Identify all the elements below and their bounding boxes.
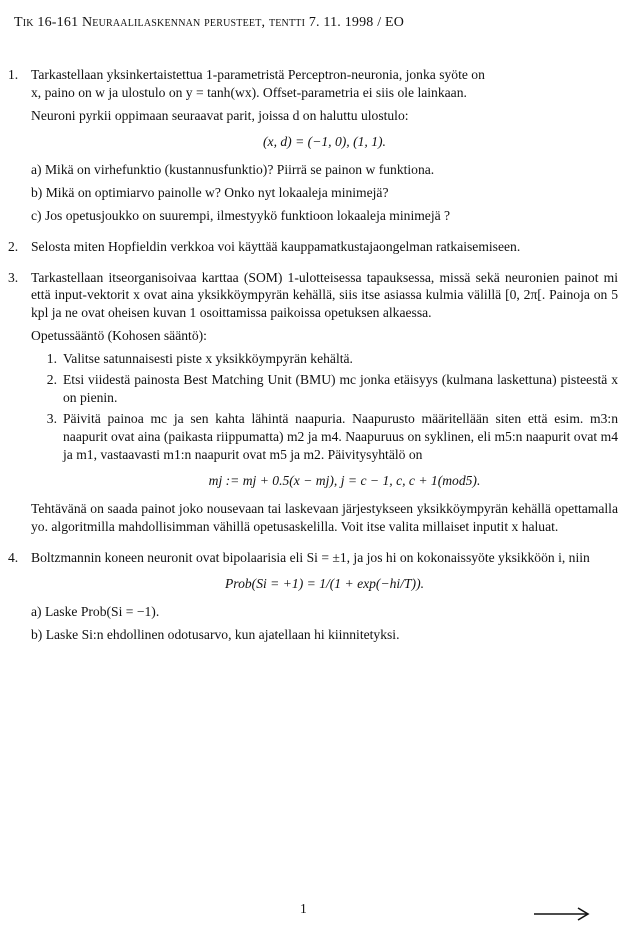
question-number: 4. <box>8 549 19 565</box>
page-number: 1 <box>300 901 307 916</box>
course-name: Neuraalilaskennan perusteet <box>81 15 262 30</box>
question-3-intro: Tarkastellaan itseorganisoivaa karttaa (SOM) 1-ulotteisessa tapauksessa, missä sekä neuronien painot mi että input-vektorit x ovat aina yksikköympyrän kehällä, siis itse asiassa kulmia välillä [0, 2π[. Painoja on 5 kpl ja ne ovat oheisen kuvan 1 osoittamissa paikoissa opetuksen alkaessa. <box>31 269 618 321</box>
question-2 <box>8 238 618 261</box>
list-item: 3. Päivitä painoa mc ja sen kahta lähintä naapuria. Naapurusto määritellään siten että esim. m3:n naapurit ovat aina (paikasta riippumatta) m2 ja m4. Naapuruus on syklinen, eli m5:n naapurit ovat m4 ja m1, vastaavasti m1:n naapurit ovat m5 ja m2. Päivitysyhtälö on <box>46 411 618 462</box>
question-4a: a) Laske Prob(Si = −1). <box>31 603 160 619</box>
question-number: 1. <box>8 67 19 82</box>
question-1b: b) Mikä on optimiarvo painolle w? Onko nyt lokaaleja minimejä? <box>31 184 389 200</box>
question-4-intro: Boltzmannin koneen neuronit ovat bipolaarisia eli Si = ±1, ja jos hi on kokonaissyöte yksikköön i, niin <box>31 549 590 565</box>
question-1a: a) Mikä on virhefunktio (kustannusfunktio)? Piirrä se painon w funktiona. <box>31 161 435 177</box>
question-4 <box>8 549 618 649</box>
question-3 <box>8 269 618 541</box>
exam-questions <box>8 66 618 656</box>
question-2-text: Selosta miten Hopfieldin verkkoa voi käyttää kauppamatkustajaongelman ratkaisemiseen. <box>31 238 521 254</box>
boltzmann-equation: Prob(Si = +1) = 1/(1 + exp(−hi/T)). <box>224 575 424 591</box>
exam-label: tentti <box>268 15 306 30</box>
question-1-intro-line1: Tarkastellaan yksinkertaistettua 1-parametristä Perceptron-neuronia, jonka syöte on <box>31 67 485 82</box>
question-number: 3. <box>8 269 19 285</box>
question-1-intro-line3: Neuroni pyrkii oppimaan seuraavat parit, joissa d on haluttu ulostulo: <box>31 107 409 123</box>
list-item: 1. Valitse satunnaisesti piste x yksikköympyrän kehältä. <box>46 351 353 367</box>
exam-date: 7. 11. 1998 / EO <box>308 15 405 30</box>
question-1 <box>8 66 618 230</box>
question-1-intro-line2: x, paino on w ja ulostulo on y = tanh(wx). Offset-parametria ei siis ole lainkaan. <box>31 84 467 100</box>
update-equation: mj := mj + 0.5(x − mj), j = c − 1, c, c + 1(mod5). <box>208 472 481 488</box>
question-4b: b) Laske Si:n ehdollinen odotusarvo, kun ajatellaan hi kiinnitetyksi. <box>31 626 400 642</box>
question-1-equation: (x, d) = (−1, 0), (1, 1). <box>263 133 386 149</box>
question-3-task: Tehtävänä on saada painot joko nousevaan tai laskevaan järjestykseen yksikköympyrän kehällä opettamalla yo. algoritmilla mahdollisimman vähillä opetusaskelilla. Voit itse valita millaiset inputit x haluat. <box>31 500 618 534</box>
right-arrow-icon <box>532 905 592 928</box>
question-1c: c) Jos opetusjoukko on suurempi, ilmestyykö funktioon lokaaleja minimejä ? <box>31 207 451 223</box>
question-number: 2. <box>8 238 19 254</box>
course-code: Tik 16-161 <box>14 15 79 30</box>
learning-rule-title: Opetussääntö (Kohosen sääntö): <box>31 328 207 344</box>
page-header: Tik 16-161 Neuraalilaskennan perusteet, tentti 7. 11. 1998 / EO <box>14 15 405 30</box>
list-item: 2. Etsi viidestä painosta Best Matching Unit (BMU) mc jonka etäisyys (kulmana laskettuna) pisteestä x on pienin. <box>46 372 618 406</box>
learning-rule-steps <box>31 350 618 464</box>
